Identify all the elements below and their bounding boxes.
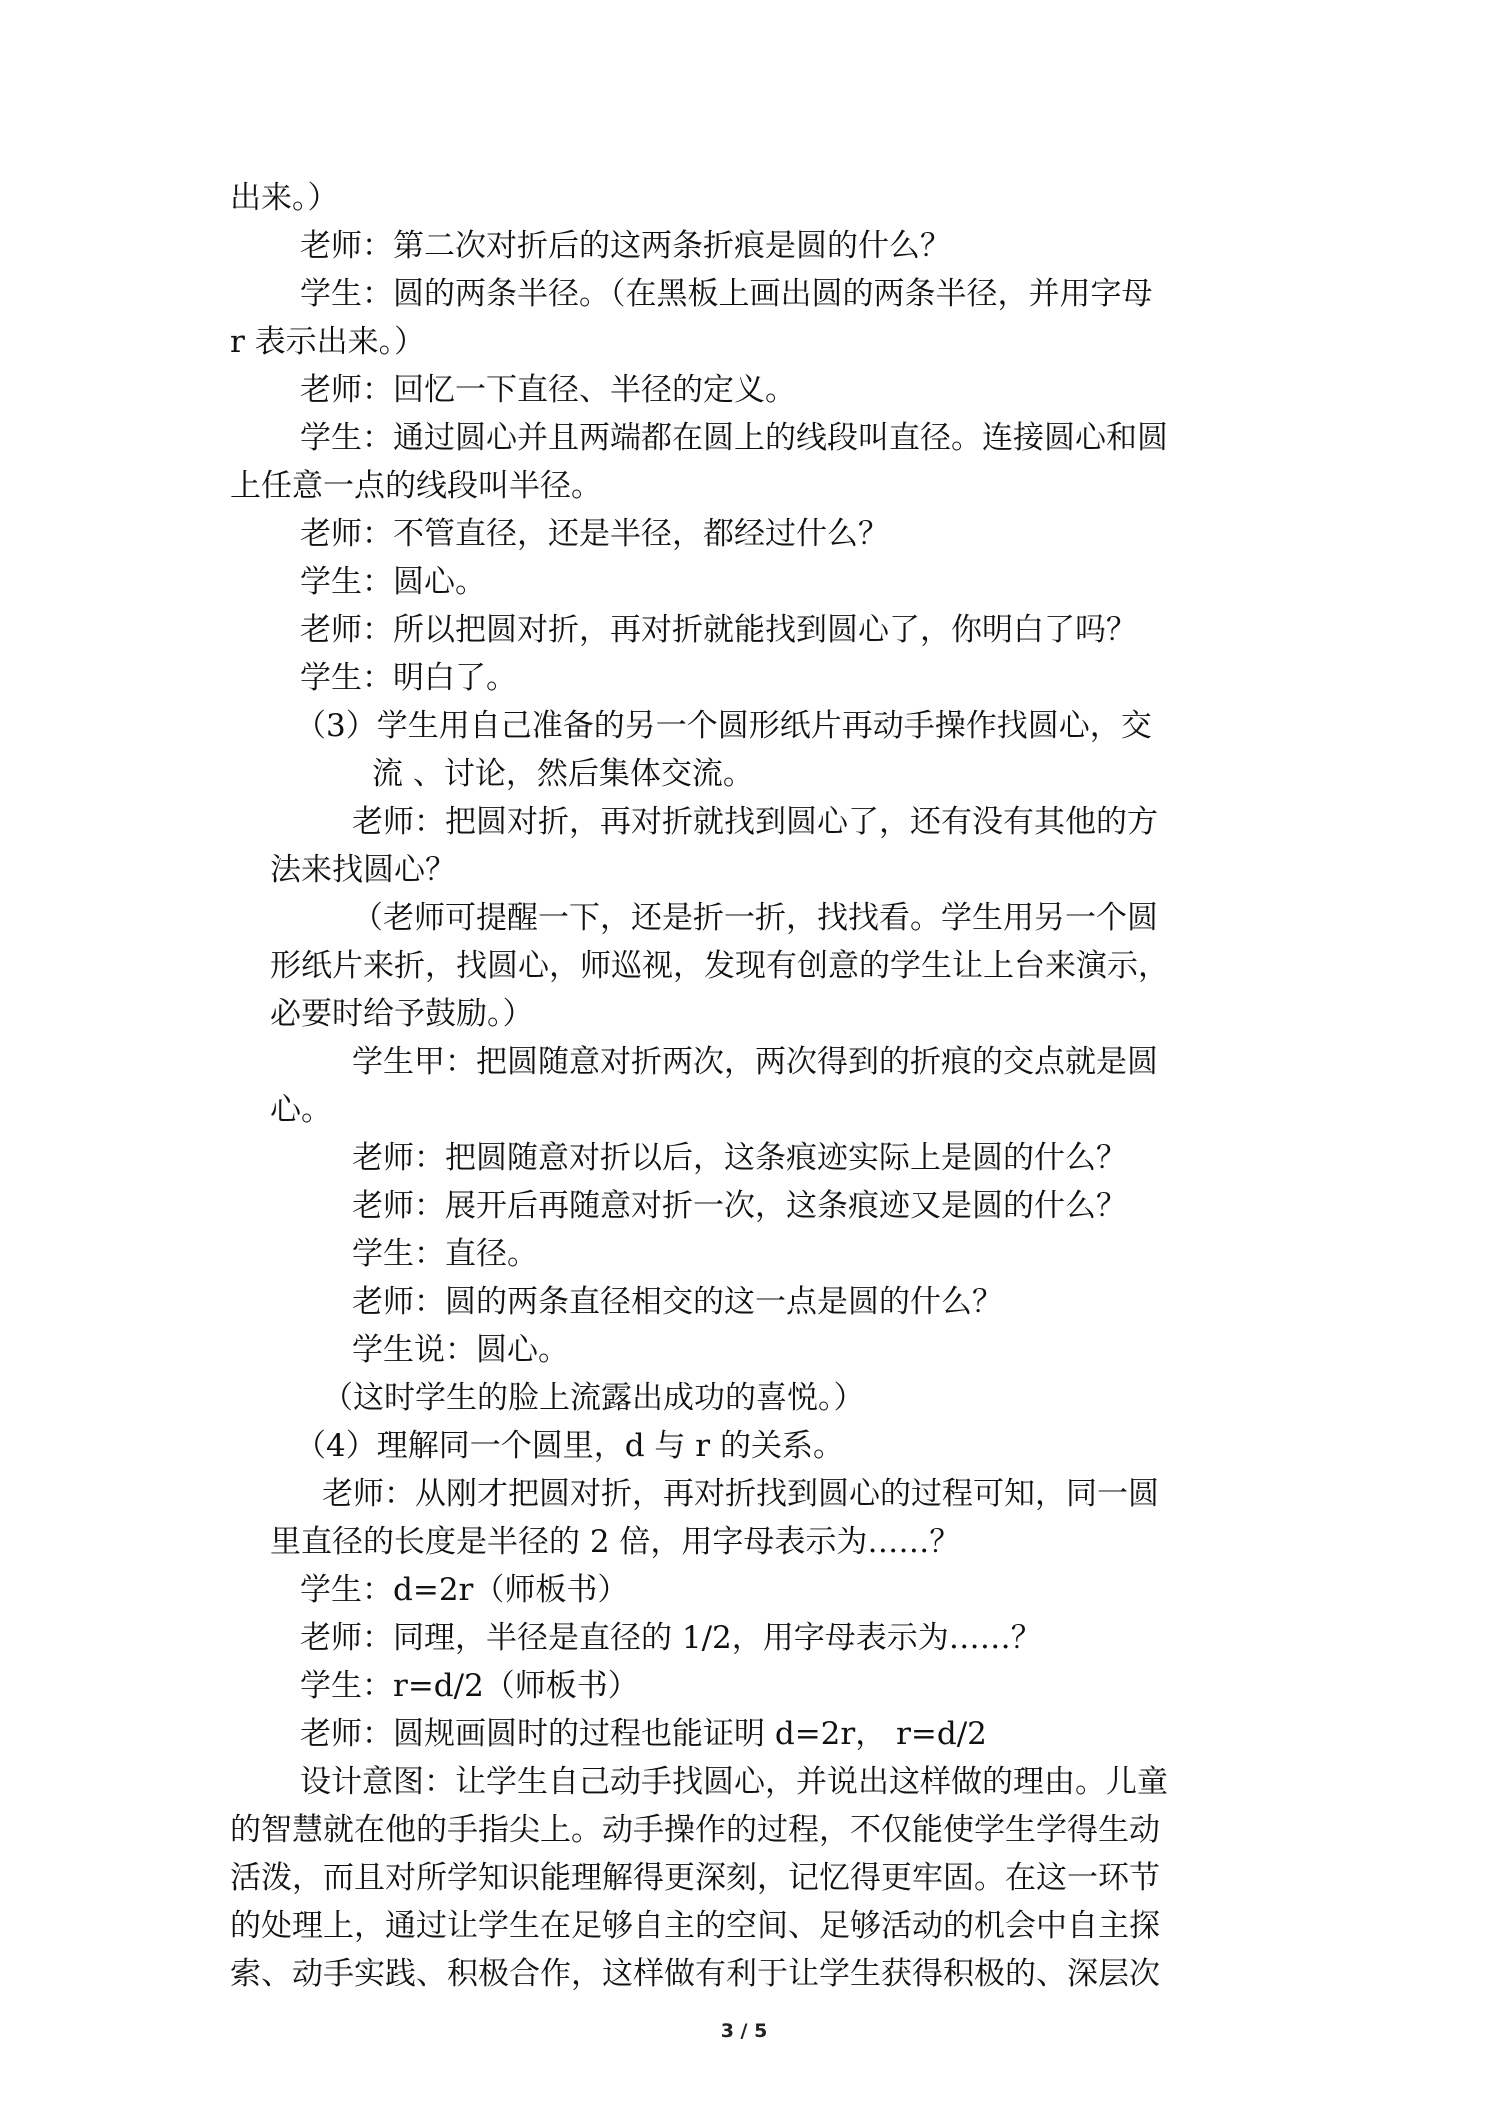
text-line: 必要时给予鼓励。） (270, 996, 534, 1032)
text-line: 学生：明白了。 (300, 660, 517, 696)
text-line: 老师：圆的两条直径相交的这一点是圆的什么？ (352, 1284, 1003, 1320)
text-line: 学生甲：把圆随意对折两次，两次得到的折痕的交点就是圆 (352, 1044, 1158, 1080)
text-line: 索、动手实践、积极合作，这样做有利于让学生获得积极的、深层次 (230, 1956, 1160, 1992)
text-line: 学生说：圆心。 (352, 1332, 569, 1368)
text-line: 老师：不管直径，还是半径，都经过什么？ (300, 516, 889, 552)
text-line: 心。 (270, 1092, 332, 1128)
text-line: 学生：圆的两条半径。（在黑板上画出圆的两条半径，并用字母 (300, 276, 1153, 312)
text-line: 老师：第二次对折后的这两条折痕是圆的什么？ (300, 228, 951, 264)
text-line: 上任意一点的线段叫半径。 (230, 468, 602, 504)
text-line: 学生：直径。 (352, 1236, 538, 1272)
text-line: 老师：回忆一下直径、半径的定义。 (300, 372, 796, 408)
text-line: 老师：从刚才把圆对折，再对折找到圆心的过程可知，同一圆 (322, 1476, 1159, 1512)
text-line: （4）理解同一个圆里，d 与 r 的关系。 (295, 1428, 844, 1464)
text-line: 学生：r=d/2（师板书） (300, 1668, 639, 1704)
text-line: 流 、讨论，然后集体交流。 (372, 756, 754, 792)
text-line: 老师：所以把圆对折，再对折就能找到圆心了，你明白了吗？ (300, 612, 1137, 648)
text-line: 活泼，而且对所学知识能理解得更深刻，记忆得更牢固。在这一环节 (230, 1860, 1160, 1896)
text-line: 学生：通过圆心并且两端都在圆上的线段叫直径。连接圆心和圆 (300, 420, 1168, 456)
page-number: 3 / 5 (720, 2020, 768, 2042)
text-line: 学生：d=2r（师板书） (300, 1572, 629, 1608)
text-line: 老师：同理，半径是直径的 1/2，用字母表示为……？ (300, 1620, 1042, 1656)
text-line: 学生：圆心。 (300, 564, 486, 600)
text-line: 老师：把圆随意对折以后，这条痕迹实际上是圆的什么？ (352, 1140, 1127, 1176)
text-line: 的处理上，通过让学生在足够自主的空间、足够活动的机会中自主探 (230, 1908, 1160, 1944)
text-line: 设计意图：让学生自己动手找圆心，并说出这样做的理由。儿童 (300, 1764, 1168, 1800)
text-line: 的智慧就在他的手指尖上。动手操作的过程，不仅能使学生学得生动 (230, 1812, 1160, 1848)
text-line: 老师：圆规画圆时的过程也能证明 d=2r， r=d/2 (300, 1716, 987, 1752)
text-line: 老师：把圆对折，再对折就找到圆心了，还有没有其他的方 (352, 804, 1158, 840)
text-line: （3）学生用自己准备的另一个圆形纸片再动手操作找圆心，交 (295, 708, 1152, 744)
text-line: 里直径的长度是半径的 2 倍，用字母表示为……？ (270, 1524, 961, 1560)
text-line: r 表示出来。） (230, 324, 426, 360)
text-line: （这时学生的脸上流露出成功的喜悦。） (322, 1380, 865, 1416)
text-line: 法来找圆心？ (270, 852, 456, 888)
text-line: 出来。） (230, 180, 339, 216)
text-line: 形纸片来折，找圆心，师巡视，发现有创意的学生让上台来演示， (270, 948, 1169, 984)
text-line: （老师可提醒一下，还是折一折，找找看。学生用另一个圆 (352, 900, 1158, 936)
text-line: 老师：展开后再随意对折一次，这条痕迹又是圆的什么？ (352, 1188, 1127, 1224)
